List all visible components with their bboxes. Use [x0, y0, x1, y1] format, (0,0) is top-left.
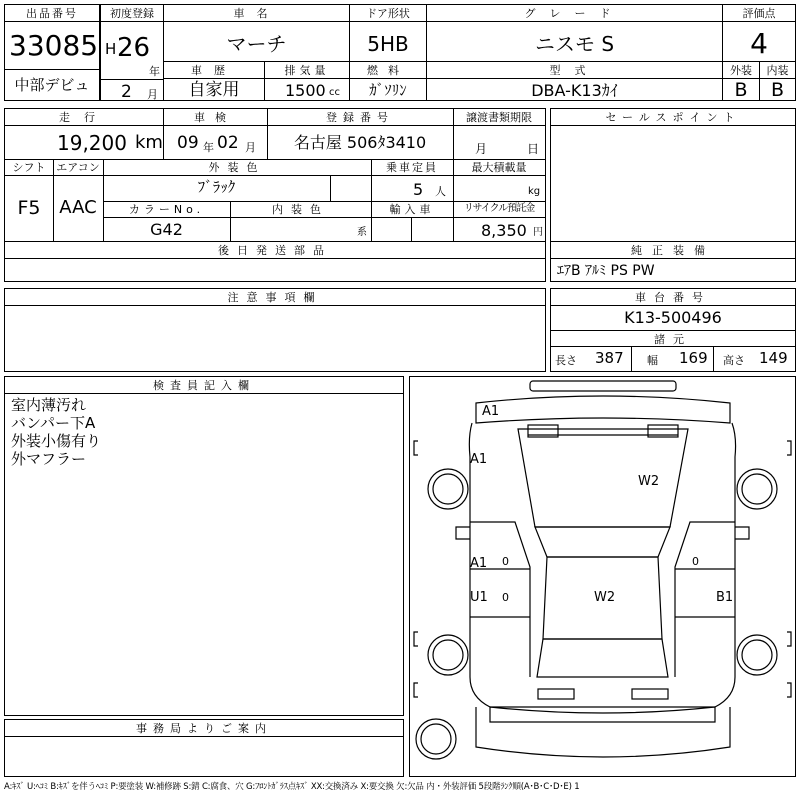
later-parts-label: 後日発送部品: [218, 244, 332, 257]
score: 4: [750, 27, 768, 60]
fuel: ｶﾞｿﾘﾝ: [369, 81, 407, 99]
history-cell: [163, 61, 265, 101]
history: 自家用: [188, 80, 240, 100]
chassis-box: [550, 288, 796, 372]
inspector-line: バンパー下A: [11, 414, 96, 432]
length-label: 長さ: [555, 354, 577, 367]
load-unit: kg: [528, 186, 541, 197]
car-diagram-box: [409, 376, 796, 777]
door-cell: [349, 4, 427, 62]
ac: AAC: [59, 197, 97, 218]
sales-points-label: セールスポイント: [605, 111, 741, 124]
car-name-cell: [163, 4, 350, 62]
plate-label: 登録番号: [326, 111, 394, 124]
transfer-label: 譲渡書類期限: [466, 111, 532, 124]
exterior: B: [734, 79, 748, 101]
door: 5HB: [367, 32, 409, 56]
fuel-label: 燃料: [367, 64, 409, 77]
load-label: 最大積載量: [471, 161, 527, 174]
dims-label: 諸元: [654, 333, 692, 346]
color-no-label: カラーNo.: [128, 203, 205, 216]
year: 26: [117, 33, 151, 63]
insp-month-unit: 月: [245, 141, 256, 154]
capacity-unit: 人: [435, 185, 446, 198]
mark-left-door: A1: [470, 556, 488, 571]
width: 169: [679, 349, 708, 367]
sales-points-box: [550, 108, 796, 242]
equipment-label: 純正装備: [631, 244, 715, 257]
interior-label: 内装: [766, 64, 789, 77]
exterior-cell: [722, 61, 760, 101]
car-diagram: [410, 377, 795, 776]
int-color-unit: 系: [357, 227, 367, 238]
inspector-line: 室内薄汚れ: [11, 396, 87, 414]
equipment-box: [550, 241, 796, 282]
notes-label: 注意事項欄: [227, 291, 323, 304]
insp-year-unit: 年: [203, 141, 214, 154]
mileage-unit: km: [135, 132, 163, 153]
first-registration-cell: [100, 4, 164, 101]
transfer-month: 月: [475, 142, 488, 156]
later-parts-box: [4, 241, 546, 282]
recycle: 8,350: [481, 221, 527, 240]
history-label: 車歴: [191, 64, 237, 77]
length: 387: [595, 349, 624, 367]
recycle-label: リサイクル預託金: [463, 203, 535, 214]
mark-right-rear: B1: [716, 590, 734, 605]
displacement-label: 排気量: [284, 64, 330, 77]
mark-roof: W2: [594, 590, 616, 605]
color-label: 外装色: [208, 161, 266, 174]
height-label: 高さ: [723, 354, 745, 367]
door-label: ドア形状: [366, 7, 410, 20]
mark-zero-b: 0: [502, 591, 509, 604]
model-cell: [426, 61, 723, 101]
int-color-label: 内装色: [272, 203, 329, 216]
car-name: マーチ: [226, 32, 287, 56]
office-box: [4, 719, 404, 777]
grade-cell: [426, 4, 723, 62]
first-reg-label: 初度登録: [110, 7, 154, 20]
exterior-label: 外装: [730, 64, 752, 77]
month: 2: [121, 82, 132, 102]
grade: ニスモ S: [534, 32, 615, 56]
car-name-label: 車名: [233, 7, 280, 20]
inspector-label: 検査員記入欄: [153, 379, 255, 392]
mark-zero-c: 0: [692, 555, 699, 568]
capacity-label: 乗車定員: [386, 161, 438, 174]
inspector-box: [4, 376, 404, 716]
score-cell: [722, 4, 796, 62]
color-no: G42: [150, 220, 183, 239]
inspector-line: 外マフラー: [11, 450, 87, 468]
insp-year: 09: [177, 133, 199, 153]
shift-label: シフト: [12, 161, 46, 174]
model-label: 型式: [549, 64, 600, 77]
color: ﾌﾞﾗｯｸ: [197, 178, 236, 196]
lot-number: 33085: [9, 29, 99, 62]
score-label: 評価点: [742, 7, 776, 20]
details-table: [4, 108, 546, 242]
legend: A:ｷｽﾞ U:ﾍｺﾐ B:ｷｽﾞを伴うﾍｺﾐ P:要塗装 W:補修跡 S:錆 C:腐食、穴 G:ﾌﾛﾝﾄｶﾞﾗｽ点ｷｽﾞ XX:交換済み X:要交換 欠:欠品 内・外装評価 5段階ﾗﾝｸ順(A･B･C･D･E) 1: [4, 782, 580, 792]
fuel-cell: [349, 61, 427, 101]
height: 149: [759, 349, 788, 367]
ac-label: エアコン: [56, 161, 100, 174]
shift: F5: [17, 197, 41, 219]
mark-front-bumper: A1: [482, 404, 500, 419]
insp-month: 02: [217, 133, 239, 153]
interior: B: [770, 79, 785, 101]
model: DBA-K13ｶｲ: [531, 81, 618, 100]
mark-hood: W2: [638, 474, 660, 489]
era: H: [105, 40, 117, 58]
grade-label: グレード: [524, 7, 625, 20]
office-label: 事務局よりご案内: [136, 722, 272, 735]
inspector-line: 外装小傷有り: [11, 432, 102, 450]
transfer-day: 日: [527, 142, 540, 156]
plate: 名古屋 506ﾀ3410: [293, 133, 427, 152]
displacement-unit: cc: [329, 87, 340, 98]
mileage-label: 走行: [59, 111, 109, 124]
mark-left-rear: U1: [470, 590, 488, 605]
inspection-label: 車検: [194, 111, 236, 124]
lot-label: 出品番号: [26, 7, 78, 20]
displacement: 1500: [285, 81, 326, 100]
month-unit: 月: [147, 88, 158, 101]
displacement-cell: [264, 61, 350, 101]
notes-box: [4, 288, 546, 372]
mark-zero-a: 0: [502, 555, 509, 568]
venue: 中部デビュ: [14, 76, 90, 94]
chassis-label: 車台番号: [635, 291, 711, 304]
lot-cell: [4, 4, 100, 101]
capacity: 5: [413, 180, 424, 199]
recycle-unit: 円: [533, 227, 543, 238]
chassis-value: K13-500496: [624, 308, 722, 327]
mark-front-left: A1: [470, 452, 488, 467]
interior-cell: [759, 61, 796, 101]
import-label: 輸入車: [389, 203, 435, 216]
mileage: 19,200: [57, 131, 127, 155]
year-unit: 年: [149, 65, 160, 78]
equipment-value: ｴｱB ｱﾙﾐ PS PW: [557, 263, 655, 279]
width-label: 幅: [647, 354, 658, 367]
